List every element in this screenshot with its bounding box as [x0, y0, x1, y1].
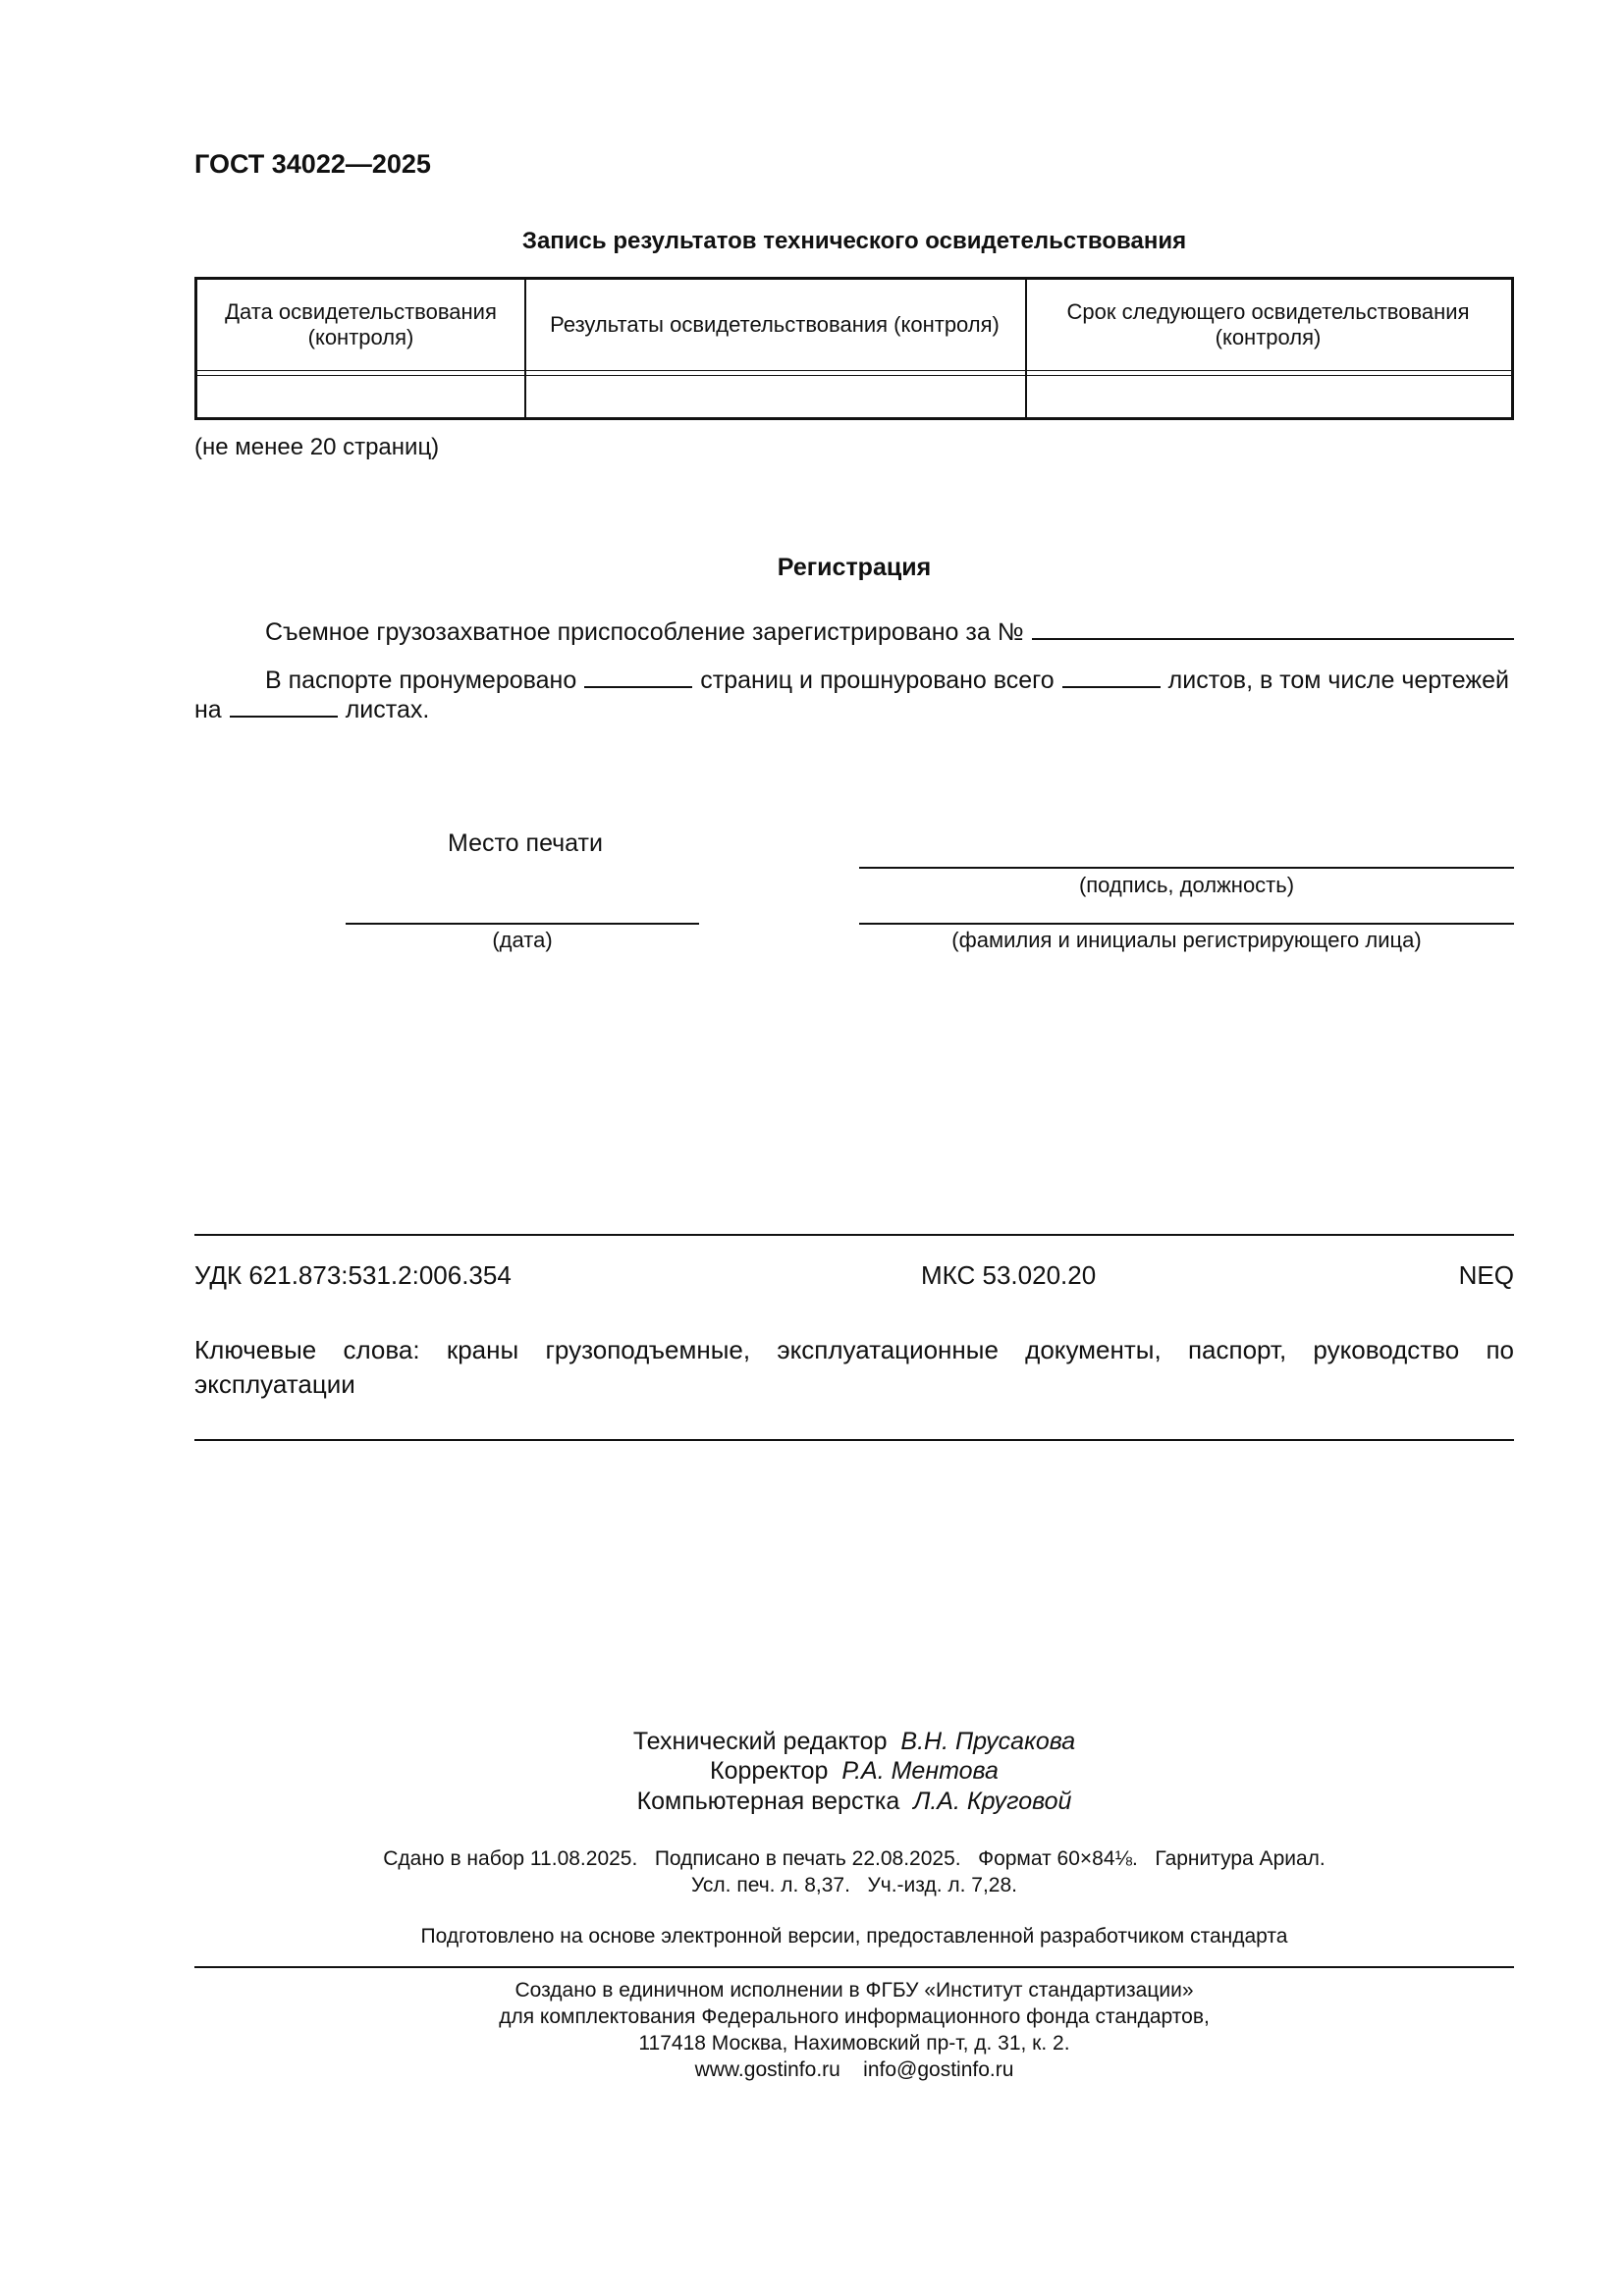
mks-code: МКС 53.020.20	[921, 1260, 1097, 1290]
pages-label-2: страниц и прошнуровано всего	[700, 667, 1055, 694]
registration-title: Регистрация	[777, 554, 932, 581]
corrector-label: Корректор	[710, 1757, 829, 1785]
header-divider	[197, 370, 1511, 371]
layout-line	[194, 1788, 1514, 1816]
divider-line	[194, 1234, 1514, 1236]
prepared-note: Подготовлено на основе электронной версии, предоставленной разработчиком стандарта	[420, 1925, 1288, 1948]
tech-editor-name: В.Н. Прусакова	[900, 1728, 1076, 1755]
publisher-contacts[interactable]: www.gostinfo.ru info@gostinfo.ru	[694, 2058, 1014, 2081]
document-code: ГОСТ 34022—2025	[194, 149, 431, 179]
publisher-line: для комплектования Федерального информационного фонда стандартов,	[499, 2005, 1210, 2028]
name-caption: (фамилия и инициалы регистрирующего лица)	[951, 928, 1422, 952]
print-details-line: Сдано в набор 11.08.2025. Подписано в печать 22.08.2025. Формат 60×84⅛. Гарнитура Ариал.	[383, 1847, 1326, 1870]
print-volume-line: Усл. печ. л. 8,37. Уч.-изд. л. 7,28.	[690, 1874, 1017, 1896]
registration-number-line	[265, 616, 1514, 647]
tech-editor-line	[194, 1728, 1514, 1756]
pages-label-1: В паспорте пронумеровано	[265, 667, 577, 694]
divider-line	[194, 1966, 1514, 1968]
drawings-line	[194, 694, 429, 724]
layout-label: Компьютерная верстка	[636, 1788, 900, 1815]
date-line[interactable]	[346, 923, 699, 925]
corrector-line	[194, 1757, 1514, 1786]
signature-caption: (подпись, должность)	[1078, 873, 1295, 897]
column-header-next-date: Срок следующего освидетельствования (контроля)	[1066, 299, 1470, 349]
pages-line	[265, 665, 1514, 695]
udk-code: УДК 621.873:531.2:006.354	[194, 1260, 512, 1290]
stamp-place-label: Место печати	[448, 829, 603, 857]
registration-number-field[interactable]	[1032, 616, 1514, 640]
date-caption: (дата)	[492, 928, 553, 952]
pages-label-3: листов, в том числе чертежей	[1167, 667, 1509, 694]
drawings-label-1: на	[194, 696, 222, 723]
column-header-date: Дата освидетельствования (контроля)	[225, 299, 497, 349]
registration-number-label: Съемное грузозахватное приспособление зарегистрировано за №	[265, 618, 1024, 646]
table-caption: Запись результатов технического освидетельствования	[521, 228, 1187, 254]
results-table	[194, 277, 1514, 420]
tech-editor-label: Технический редактор	[632, 1728, 888, 1755]
header-divider	[197, 375, 1511, 376]
keywords: Ключевые слова: краны грузоподъемные, эксплуатационные документы, паспорт, руководство по эксплуатации	[194, 1335, 1514, 1399]
divider-line	[194, 1439, 1514, 1441]
table-row	[197, 377, 1511, 417]
pages-count-field[interactable]	[584, 665, 692, 688]
drawings-count-field[interactable]	[230, 694, 338, 718]
sheets-count-field[interactable]	[1062, 665, 1161, 688]
signature-line[interactable]	[859, 867, 1514, 869]
layout-name: Л.А. Круговой	[913, 1788, 1072, 1815]
corrector-name: Р.А. Ментова	[841, 1757, 999, 1785]
name-line[interactable]	[859, 923, 1514, 925]
neq-mark: NEQ	[1458, 1260, 1514, 1290]
drawings-label-2: листах.	[345, 696, 430, 723]
column-header-results: Результаты освидетельствования (контроля)	[550, 312, 1000, 337]
publisher-line: Создано в единичном исполнении в ФГБУ «Институт стандартизации»	[514, 1979, 1194, 2002]
table-note: (не менее 20 страниц)	[194, 434, 440, 460]
publisher-address: 117418 Москва, Нахимовский пр-т, д. 31, к. 2.	[638, 2032, 1070, 2055]
